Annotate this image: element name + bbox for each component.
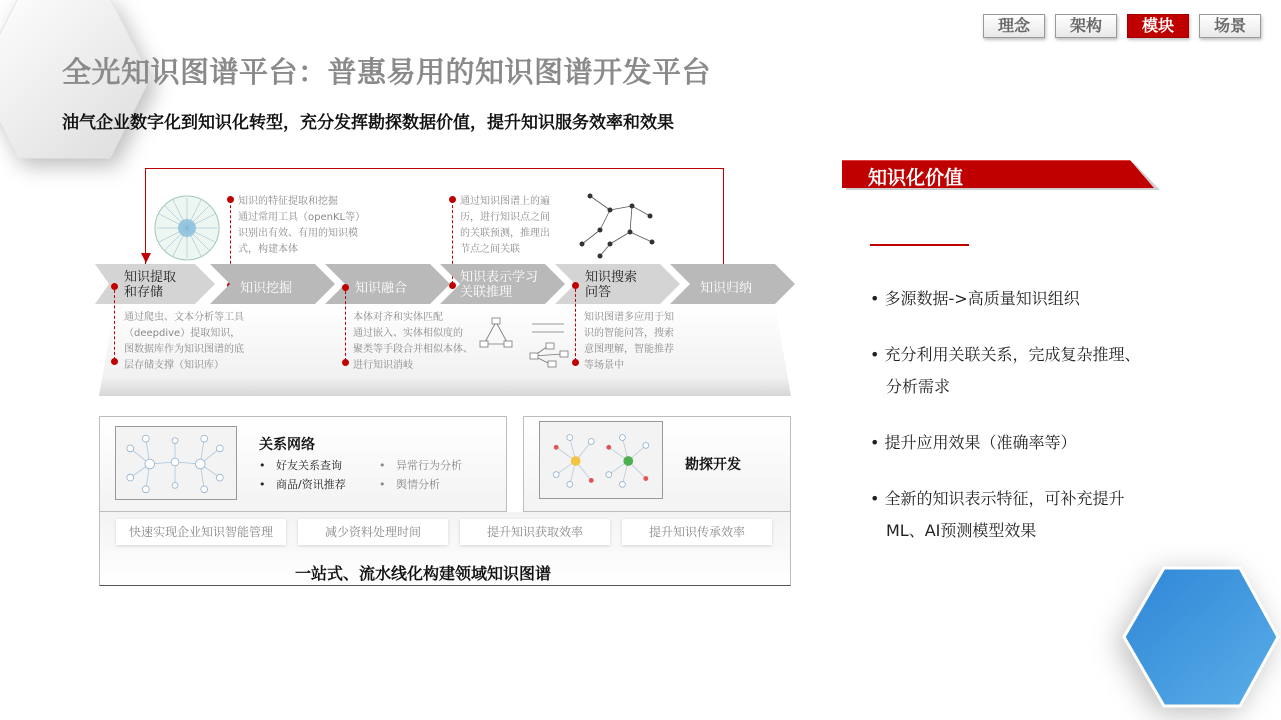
note-line: 的关联预测，推理出	[460, 228, 550, 239]
note-line: 式，构建本体	[238, 244, 298, 255]
bullet-item: • 好友关系查询	[259, 459, 342, 472]
note-line: 通过常用工具（openKL等）	[238, 212, 366, 223]
relation-bullets-right	[379, 456, 462, 494]
page-subtitle: 油气企业数字化到知识化转型，充分发挥勘探数据价值，提升知识服务效率和效果	[62, 113, 674, 133]
bullet-item: • 商品/资讯推荐	[259, 478, 346, 491]
step-label-line: 问答	[585, 285, 612, 300]
loop-arrow-head-icon	[140, 252, 152, 264]
note-line: 通过嵌入、实体相似度的	[353, 328, 463, 339]
note-fusion	[353, 310, 473, 374]
value-point-text: 全新的知识表示特征，可补充提升	[884, 489, 1125, 508]
entity-alignment-diagram	[478, 316, 570, 368]
value-divider	[870, 244, 969, 246]
note-line: 本体对齐和实体匹配	[353, 312, 443, 323]
note-line: 进行知识消岐	[353, 360, 413, 371]
connector-line	[575, 289, 576, 361]
bullet-text: 异常行为分析	[395, 459, 462, 472]
note-extraction	[124, 310, 244, 374]
value-point: • 全新的知识表示特征，可补充提升 ML、AI预测模型效果	[870, 483, 1141, 547]
marker-dot	[572, 282, 579, 289]
note-line: 等场景中	[584, 360, 624, 371]
value-point-text: 多源数据->高质量知识组织	[884, 289, 1080, 308]
exploration-graph-image	[539, 421, 663, 499]
marker-dot	[572, 359, 579, 366]
step-label-line: 知识表示学习	[460, 270, 539, 285]
value-point-text: ML、AI预测模型效果	[886, 521, 1037, 540]
note-line: 图数据库作为知识图谱的底	[124, 344, 244, 355]
note-mining	[238, 194, 365, 258]
bullet-text: 舆情分析	[395, 478, 440, 491]
note-line: 层存储支撑（知识库）	[124, 360, 224, 371]
tab-scenarios[interactable]: 场景	[1199, 14, 1261, 38]
bullet-item: • 异常行为分析	[379, 459, 462, 472]
benefit-tag: 提升知识获取效率	[460, 519, 610, 545]
step-label-line: 知识提取	[124, 270, 177, 285]
value-point: • 提升应用效果（准确率等）	[870, 433, 1077, 452]
value-point-text: 提升应用效果（准确率等）	[884, 433, 1077, 452]
note-line: 节点之间关联	[460, 244, 520, 255]
page-title: 全光知识图谱平台：普惠易用的知识图谱开发平台	[62, 55, 712, 89]
step-label-line: 知识搜索	[585, 270, 638, 285]
note-line: （deepdive）提取知识，	[124, 328, 241, 339]
note-line: 聚类等手段合并相似本体、	[353, 344, 473, 355]
value-point: • 充分利用关联关系，完成复杂推理、 分析需求	[870, 339, 1141, 403]
benefit-tag: 快速实现企业知识智能管理	[116, 519, 286, 545]
marker-dot	[227, 196, 234, 203]
relation-network-graph-image	[115, 426, 237, 500]
hexagon-decoration-bottom-right	[1100, 560, 1281, 720]
relation-bullets-left	[259, 456, 346, 494]
exploration-title: 勘探开发	[685, 457, 741, 473]
value-point-list	[870, 283, 1141, 547]
note-reasoning	[460, 194, 550, 258]
note-line: 通过知识图谱上的遍	[460, 196, 550, 207]
step-label-induction: 知识归纳	[700, 281, 753, 296]
benefit-tag: 减少资料处理时间	[298, 519, 448, 545]
note-line: 识别出有效、有用的知识模	[238, 228, 358, 239]
value-heading: 知识化价值	[868, 167, 964, 189]
marker-dot	[111, 358, 118, 365]
section-nav	[983, 14, 1261, 38]
step-label-fusion: 知识融合	[355, 281, 408, 296]
marker-dot	[449, 196, 456, 203]
note-line: 意图理解，智能推荐	[584, 344, 674, 355]
note-line: 知识图谱多应用于知	[584, 312, 674, 323]
marker-dot	[342, 284, 349, 291]
bullet-text: 商品/资讯推荐	[275, 478, 346, 491]
knowledge-cluster-graph-image	[153, 194, 221, 262]
step-label-reasoning	[460, 270, 538, 300]
connector-line	[114, 290, 115, 360]
note-line: 历，进行知识点之间	[460, 212, 550, 223]
step-label-search	[585, 270, 637, 300]
note-line: 知识的特征提取和挖掘	[238, 196, 338, 207]
connector-line	[345, 291, 346, 361]
tab-modules[interactable]: 模块	[1127, 14, 1189, 38]
note-line: 通过爬虫、文本分析等工具	[124, 312, 244, 323]
bullet-item: • 舆情分析	[379, 478, 440, 491]
bullet-text: 好友关系查询	[275, 459, 342, 472]
pipeline-title: 一站式、流水线化构建领域知识图谱	[295, 564, 552, 583]
step-label-line: 和存储	[124, 285, 164, 300]
marker-dot	[111, 283, 118, 290]
relation-network-title: 关系网络	[259, 437, 315, 453]
note-search	[584, 310, 674, 374]
marker-dot	[342, 359, 349, 366]
value-point: • 多源数据->高质量知识组织	[870, 289, 1080, 308]
step-label-line: 关联推理	[460, 285, 513, 300]
tab-architecture[interactable]: 架构	[1055, 14, 1117, 38]
value-point-text: 充分利用关联关系，完成复杂推理、	[884, 345, 1141, 364]
step-label-mining: 知识挖掘	[240, 281, 293, 296]
value-point-text: 分析需求	[886, 377, 951, 396]
benefit-tag: 提升知识传承效率	[622, 519, 772, 545]
tab-concept[interactable]: 理念	[983, 14, 1045, 38]
note-line: 识的智能问答，搜索	[584, 328, 674, 339]
reasoning-tree-graph-image	[570, 186, 670, 260]
step-label-extraction	[124, 270, 176, 300]
